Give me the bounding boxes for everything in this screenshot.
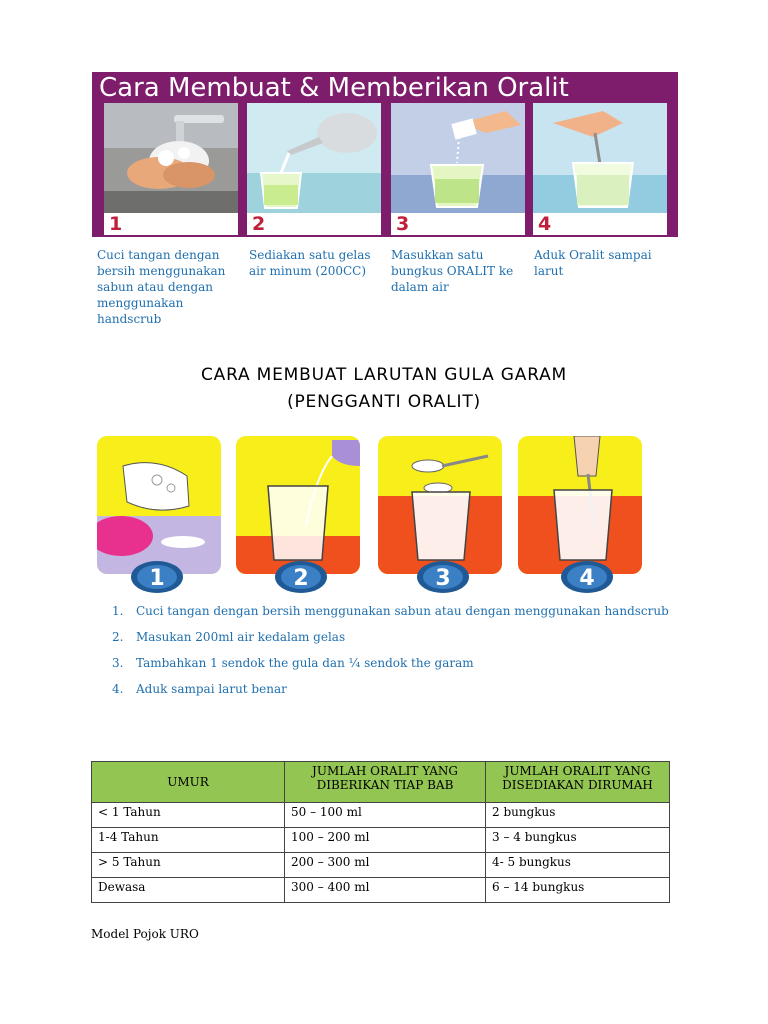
pour-water-image [247, 103, 381, 213]
step-card-1 [97, 436, 221, 574]
banner-panel-2 [247, 103, 381, 235]
step-number: 2. [112, 630, 124, 644]
table-cell: 4- 5 bungkus [486, 853, 670, 878]
table-header-row [92, 762, 670, 803]
step-card-3 [378, 436, 502, 574]
list-item [90, 682, 710, 708]
add-sugar-salt-illustration [378, 436, 502, 574]
banner-panel-1 [104, 103, 238, 235]
step-text: Cuci tangan dengan bersih menggunakan sabun atau dengan menggunakan handscrub [136, 604, 669, 618]
step-card-4 [518, 436, 642, 574]
table-cell: 2 bungkus [486, 803, 670, 828]
banner-number-1: 1 [109, 213, 123, 235]
caption-line: larut [534, 264, 564, 278]
table-row [92, 878, 670, 903]
step-badge-3 [416, 560, 470, 594]
table-cell: Dewasa [92, 878, 285, 903]
caption-line: sabun atau dengan [97, 280, 214, 294]
dosage-table [91, 761, 670, 903]
banner-caption-2 [249, 247, 381, 279]
table-header-cell: UMUR [92, 762, 285, 803]
step-badge-1 [130, 560, 184, 594]
oralit-banner [92, 72, 678, 237]
banner-caption-4 [534, 247, 666, 279]
table-cell: 100 – 200 ml [285, 828, 486, 853]
badge-number: 2 [293, 566, 309, 591]
table-cell: > 5 Tahun [92, 853, 285, 878]
section-title-line1: CARA MEMBUAT LARUTAN GULA GARAM [200, 365, 568, 385]
banner-number-3: 3 [396, 213, 410, 235]
pour-water-illustration [236, 436, 360, 574]
table-cell: 300 – 400 ml [285, 878, 486, 903]
step-badge-4 [560, 560, 614, 594]
section-title-line2: (PENGGANTI ORALIT) [287, 392, 481, 412]
caption-line: Cuci tangan dengan [97, 248, 220, 262]
table-cell: 50 – 100 ml [285, 803, 486, 828]
step-text: Masukan 200ml air kedalam gelas [136, 630, 346, 644]
wash-hands-image [104, 103, 238, 213]
badge-number: 1 [149, 566, 165, 591]
caption-line: air minum (200CC) [249, 264, 367, 278]
list-item [90, 630, 710, 656]
caption-line: Aduk Oralit sampai [534, 248, 652, 262]
step-number: 1. [112, 604, 124, 618]
step-number: 3. [112, 656, 124, 670]
caption-line: handscrub [97, 312, 162, 326]
caption-line: bungkus ORALIT ke [391, 264, 514, 278]
caption-line: Sediakan satu gelas [249, 248, 371, 262]
table-cell: 200 – 300 ml [285, 853, 486, 878]
table-cell: < 1 Tahun [92, 803, 285, 828]
banner-number-4: 4 [538, 213, 552, 235]
step-number: 4. [112, 682, 124, 696]
caption-line: Masukkan satu [391, 248, 484, 262]
table-header-cell: JUMLAH ORALIT YANG DISEDIAKAN DIRUMAH [486, 762, 670, 803]
badge-number: 3 [435, 566, 451, 591]
stir-illustration [518, 436, 642, 574]
table-row [92, 828, 670, 853]
steps-list [90, 604, 710, 708]
table-row [92, 803, 670, 828]
badge-number: 4 [579, 566, 595, 591]
list-item [90, 604, 710, 630]
wash-hands-illustration [97, 436, 221, 574]
table-cell: 3 – 4 bungkus [486, 828, 670, 853]
step-badge-2 [274, 560, 328, 594]
banner-panel-3 [391, 103, 525, 235]
footer-text: Model Pojok URO [91, 927, 199, 941]
add-packet-image [391, 103, 525, 213]
list-item [90, 656, 710, 682]
banner-title: Cara Membuat & Memberikan Oralit [99, 73, 569, 103]
banner-caption-3 [391, 247, 523, 295]
banner-caption-1 [97, 247, 229, 327]
table-cell: 1-4 Tahun [92, 828, 285, 853]
step-text: Aduk sampai larut benar [136, 682, 287, 696]
caption-line: menggunakan [97, 296, 184, 310]
table-cell: 6 – 14 bungkus [486, 878, 670, 903]
step-text: Tambahkan 1 sendok the gula dan ¼ sendok the garam [136, 656, 474, 670]
table-header-cell: JUMLAH ORALIT YANG DIBERIKAN TIAP BAB [285, 762, 486, 803]
stir-image [533, 103, 667, 213]
step-card-2 [236, 436, 360, 574]
table-row [92, 853, 670, 878]
caption-line: dalam air [391, 280, 449, 294]
banner-panel-4 [533, 103, 667, 235]
caption-line: bersih menggunakan [97, 264, 226, 278]
banner-number-2: 2 [252, 213, 266, 235]
